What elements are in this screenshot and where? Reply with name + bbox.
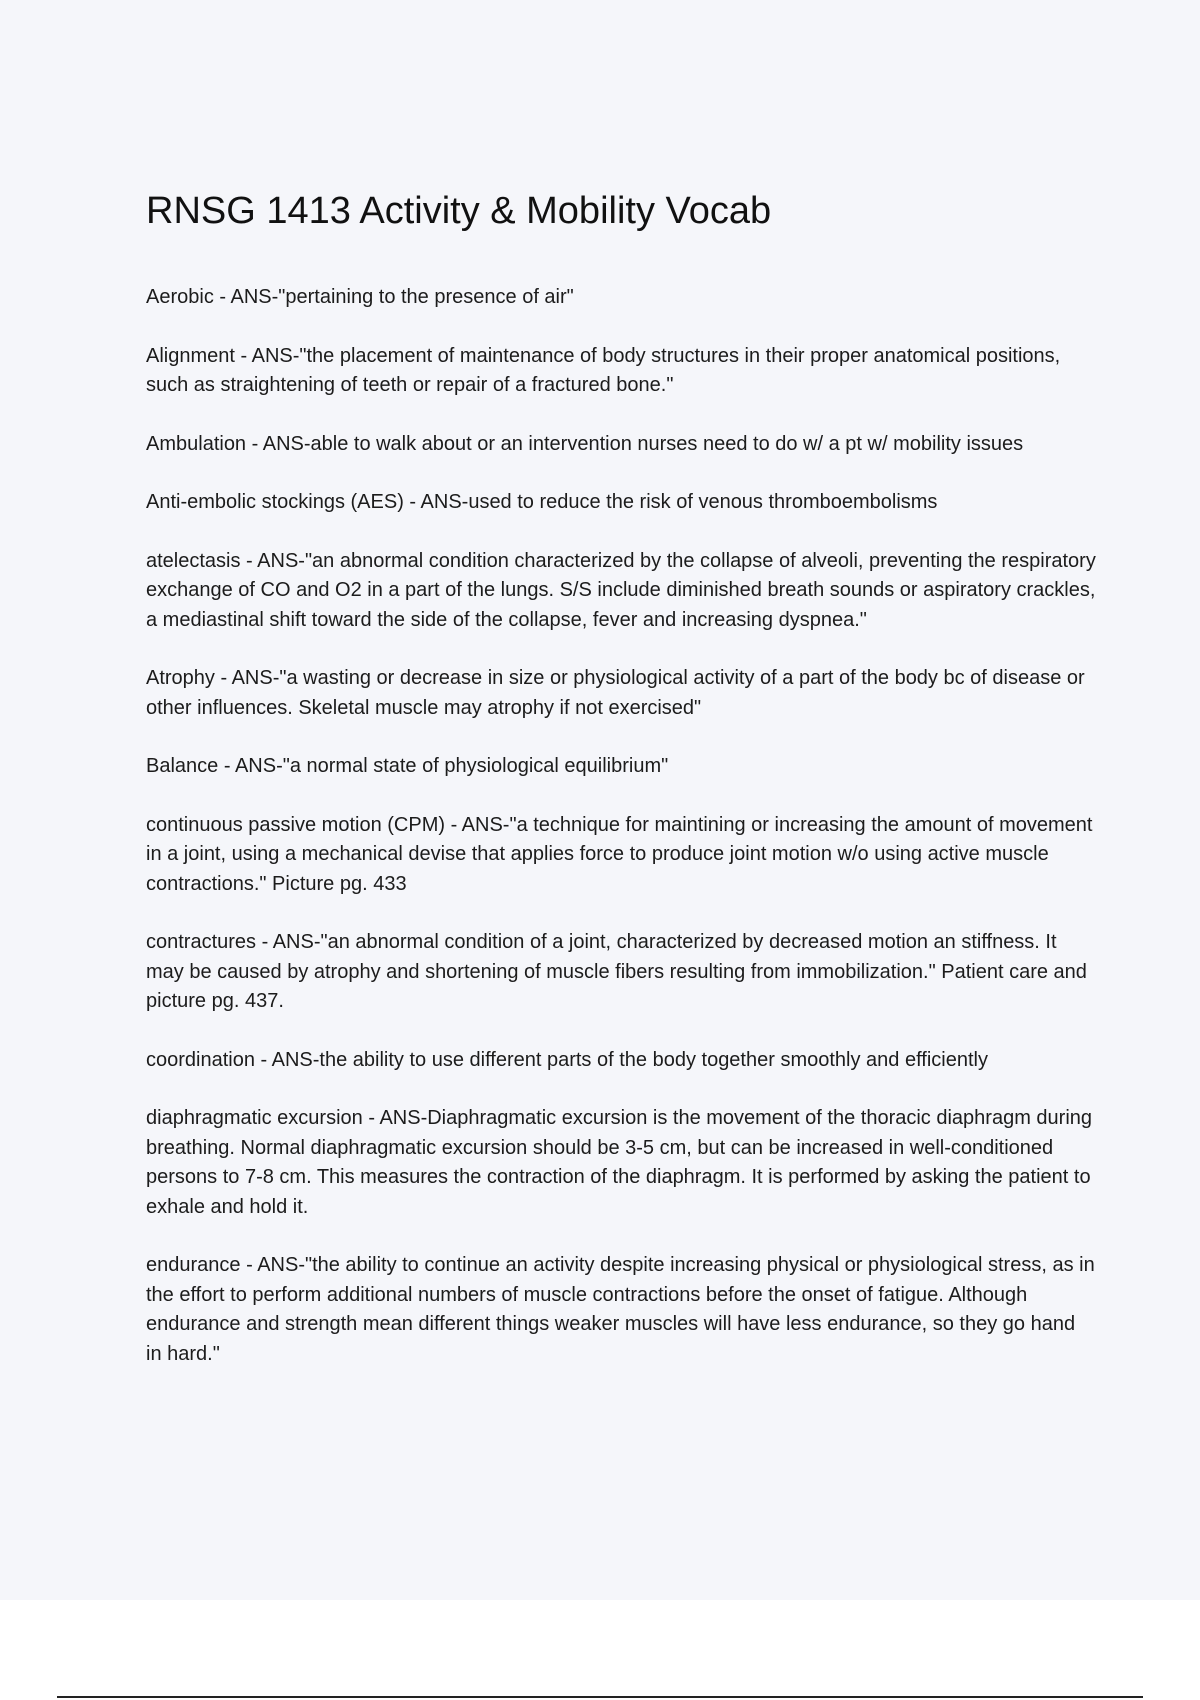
vocab-entry-atelectasis: atelectasis - ANS-"an abnormal condition characterized by the collapse of alveoli, preventing the respiratory exchange of CO and O2 in a part of the lungs. S/S include diminished breath sounds or aspiratory crackles, a mediastinal shift toward the side of the collapse, fever and increasing dyspnea." [146, 549, 1096, 631]
footer-divider [57, 1696, 1143, 1698]
document-content [146, 183, 1096, 1398]
vocab-entry-balance: Balance - ANS-"a normal state of physiological equilibrium" [146, 755, 669, 777]
vocab-entry-aerobic: Aerobic - ANS-"pertaining to the presence of air" [146, 286, 574, 308]
vocab-entry-diaphragmatic-excursion: diaphragmatic excursion - ANS-Diaphragmatic excursion is the movement of the thoracic diaphragm during breathing. Normal diaphragmatic excursion should be 3-5 cm, but can be increased in well-conditioned persons to 7-8 cm. This measures the contraction of the diaphragm. It is performed by asking the patient to exhale and hold it. [146, 1107, 1093, 1218]
vocab-entry-endurance: endurance - ANS-"the ability to continue an activity despite increasing physical or physiological stress, as in the effort to perform additional numbers of muscle contractions before the onset of fatigue. Although endurance and strength mean different things weaker muscles will have less endurance, so they go hand in hard." [146, 1254, 1095, 1365]
vocab-entry-continuous-passive-motion: continuous passive motion (CPM) - ANS-"a technique for maintining or increasing the amount of movement in a joint, using a mechanical devise that applies force to produce joint motion w/o using active muscle contractions." Picture pg. 433 [146, 813, 1093, 895]
vocab-entry-ambulation: Ambulation - ANS-able to walk about or an intervention nurses need to do w/ a pt w/ mobility issues [146, 432, 1024, 455]
vocab-entry-contractures: contractures - ANS-"an abnormal condition of a joint, characterized by decreased motion an stiffness. It may be caused by atrophy and shortening of muscle fibers resulting from immobilization." Patient care and picture pg. 437. [146, 931, 1087, 1012]
vocab-entry-anti-embolic-stockings: Anti-embolic stockings (AES) - ANS-used to reduce the risk of venous thromboembolisms [146, 491, 938, 513]
vocab-entry-alignment: Alignment - ANS-"the placement of maintenance of body structures in their proper anatomical positions, such as straightening of teeth or repair of a fractured bone." [146, 344, 1061, 396]
vocab-entry-atrophy: Atrophy - ANS-"a wasting or decrease in size or physiological activity of a part of the body bc of disease or other influences. Skeletal muscle may atrophy if not exercised" [146, 667, 1085, 719]
vocab-entry-coordination: coordination - ANS-the ability to use different parts of the body together smoothly and efficiently [146, 1048, 988, 1071]
page-title: RNSG 1413 Activity & Mobility Vocab [146, 190, 772, 232]
